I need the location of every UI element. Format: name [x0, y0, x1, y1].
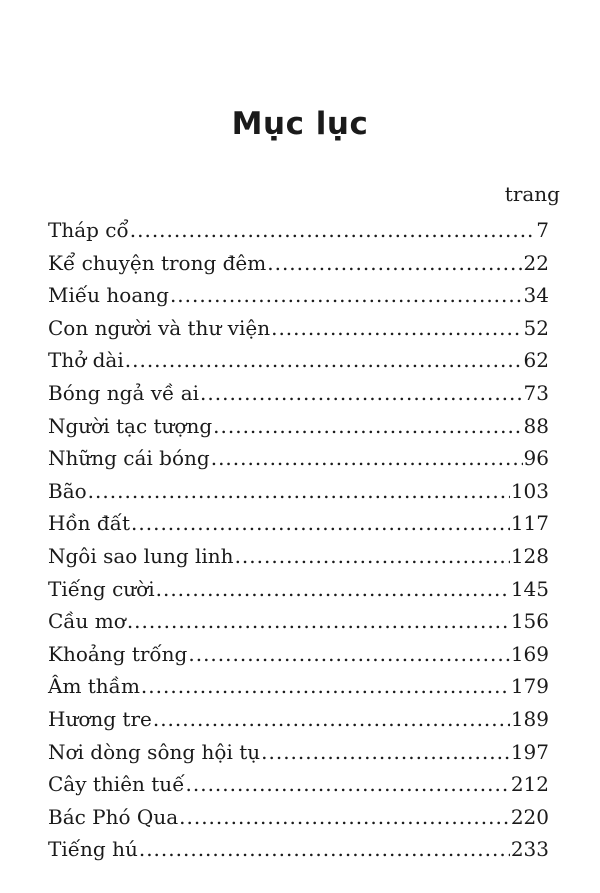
toc-entry-page: 220: [510, 804, 549, 829]
toc-entry[interactable]: [48, 377, 549, 410]
dot-leader: [211, 442, 523, 475]
toc-entry-label: Thở dài: [48, 348, 124, 373]
toc-entry[interactable]: [48, 475, 549, 508]
toc-entry-page: 156: [510, 609, 549, 634]
toc-entry-page: 7: [536, 218, 549, 242]
toc-entry-page: 34: [523, 283, 549, 308]
page-title: Mục lục: [231, 106, 369, 142]
toc-entry-label: Khoảng trống: [48, 641, 188, 666]
toc-entry-label: Hồn đất: [48, 511, 131, 536]
dot-leader: [141, 670, 510, 703]
toc-entry[interactable]: [48, 638, 549, 671]
toc-entry[interactable]: [48, 736, 549, 769]
toc-entry[interactable]: [48, 573, 549, 606]
page-column-label: trang: [504, 182, 560, 206]
dot-leader: [139, 833, 510, 866]
toc-entry-label: Tiếng hú: [48, 837, 138, 862]
dot-leader: [153, 703, 510, 736]
toc-entry-page: 96: [523, 446, 549, 471]
toc-entry-page: 233: [510, 837, 549, 862]
toc-entry-label: Con người và thư viện: [48, 315, 271, 340]
toc-entry-page: 73: [523, 380, 549, 405]
toc-entry[interactable]: [48, 768, 549, 801]
toc-entry[interactable]: [48, 214, 549, 247]
toc-entry-page: 197: [510, 739, 549, 764]
toc-entry[interactable]: [48, 605, 549, 638]
toc-entry-page: 189: [510, 706, 549, 731]
toc-entry-page: 52: [523, 315, 549, 340]
dot-leader: [213, 410, 522, 443]
toc-entry-page: 169: [510, 641, 549, 666]
toc-entry-label: Bóng ngả về ai: [48, 380, 200, 405]
toc-entry-label: Người tạc tượng: [48, 413, 213, 438]
toc-entry-page: 88: [523, 413, 549, 438]
dot-leader: [131, 507, 510, 540]
dot-leader: [130, 214, 536, 247]
toc-entry-label: Hương tre: [48, 706, 152, 731]
toc-entry[interactable]: [48, 540, 549, 573]
toc-entry-label: Nơi dòng sông hội tụ: [48, 739, 261, 764]
dot-leader: [186, 768, 510, 801]
dot-leader: [156, 573, 510, 606]
toc-entry-label: Bác Phó Qua: [48, 804, 179, 829]
toc-entry[interactable]: [48, 507, 549, 540]
toc-entry-page: 145: [510, 576, 549, 601]
toc-entry[interactable]: [48, 833, 549, 866]
dot-leader: [271, 312, 522, 345]
dot-leader: [267, 247, 522, 280]
dot-leader: [88, 475, 510, 508]
toc-entry-label: Tháp cổ: [48, 218, 129, 242]
dot-leader: [170, 279, 523, 312]
toc-entry[interactable]: [48, 279, 549, 312]
toc-entry-page: 179: [510, 674, 549, 699]
toc-entry[interactable]: [48, 344, 549, 377]
toc-entry-page: 62: [523, 348, 549, 373]
toc-entry-label: Cây thiên tuế: [48, 772, 185, 797]
toc-entry-label: Bão: [48, 478, 87, 503]
toc-entry[interactable]: [48, 670, 549, 703]
toc-entry[interactable]: [48, 703, 549, 736]
toc-entry-page: 117: [510, 511, 549, 536]
toc-entry-page: 103: [510, 478, 549, 503]
toc-entry[interactable]: [48, 410, 549, 443]
toc-entry-label: Kể chuyện trong đêm: [48, 250, 267, 275]
toc-entry-label: Những cái bóng: [48, 446, 210, 471]
dot-leader: [200, 377, 523, 410]
toc-list: [48, 214, 549, 866]
dot-leader: [261, 736, 510, 769]
toc-entry-label: Tiếng cười: [48, 576, 155, 601]
dot-leader: [127, 605, 510, 638]
dot-leader: [125, 344, 523, 377]
dot-leader: [188, 638, 509, 671]
toc-entry[interactable]: [48, 312, 549, 345]
toc-entry-label: Âm thầm: [48, 674, 140, 699]
toc-entry[interactable]: [48, 801, 549, 834]
toc-entry-page: 212: [510, 772, 549, 797]
dot-leader: [235, 540, 510, 573]
toc-entry-label: Cầu mơ: [48, 609, 126, 634]
toc-entry-page: 22: [523, 250, 549, 275]
toc-entry-label: Ngôi sao lung linh: [48, 543, 234, 568]
toc-entry-page: 128: [510, 543, 549, 568]
toc-entry[interactable]: [48, 247, 549, 280]
toc-entry-label: Miếu hoang: [48, 283, 169, 308]
dot-leader: [179, 801, 510, 834]
toc-entry[interactable]: [48, 442, 549, 475]
